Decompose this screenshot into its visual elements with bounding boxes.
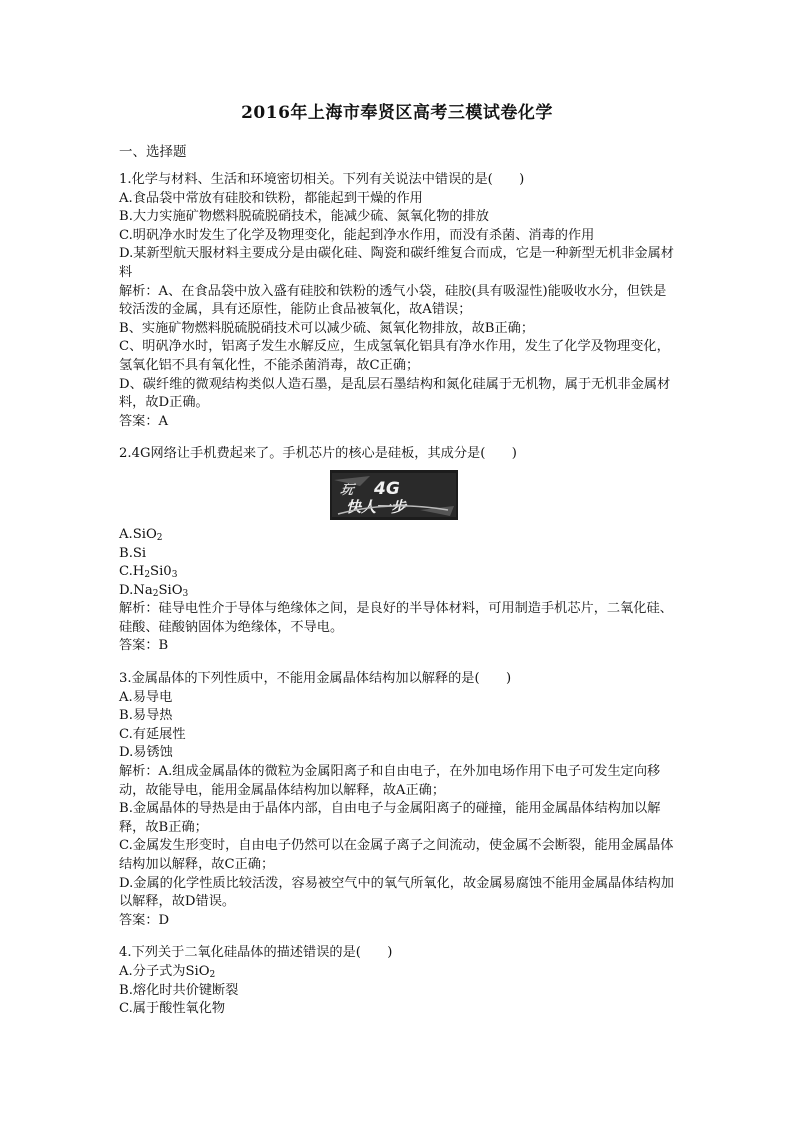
option-b: B.易导热 bbox=[119, 708, 173, 724]
question-2 bbox=[119, 445, 679, 656]
option-d: D.某新型航天服材料主要成分是由碳化硅、陶瓷和碳纤维复合而成，它是一种新型无机非金属材料 bbox=[119, 246, 674, 280]
analysis-paragraph: B.金属晶体的导热是由于晶体内部，自由电子与金属阳离子的碰撞，能用金属晶体结构加以解释，故B正确； bbox=[119, 801, 661, 835]
svg-text:4G: 4G bbox=[374, 478, 400, 499]
svg-text:快人一步: 快人一步 bbox=[346, 497, 407, 516]
question-stem: 1.化学与材料、生活和环境密切相关。下列有关说法中错误的是( ) bbox=[119, 172, 525, 187]
question-stem: 3.金属晶体的下列性质中，不能用金属晶体结构加以解释的是( ) bbox=[119, 671, 512, 687]
section-heading: 一、选择题 bbox=[119, 144, 187, 160]
answer: 答案：D bbox=[119, 912, 170, 928]
option-c: C.有延展性 bbox=[119, 726, 186, 742]
option-a: A.分子式为SiO$_2$ bbox=[119, 963, 216, 980]
option-d: D.易锈蚀 bbox=[119, 745, 173, 761]
analysis-paragraph: 解析：A、在食品袋中放入盛有硅胶和铁粉的透气小袋，硅胶(具有吸湿性)能吸收水分，但铁是较活泼的金属，具有还原性，能防止食品被氧化，故A错误； bbox=[119, 283, 667, 318]
option-a: A.易导电 bbox=[119, 689, 173, 705]
question-stem: 2.4G网络让手机费起来了。手机芯片的核心是硅板，其成分是( ) bbox=[119, 446, 517, 462]
answer: 答案：B bbox=[119, 638, 169, 654]
analysis-paragraph: C、明矾净水时，铝离子发生水解反应，生成氢氧化铝具有净水作用，发生了化学及物理变化，氢氧化铝不具有氧化性，不能杀菌消毒，故C正确； bbox=[119, 339, 670, 373]
option-d: $D.Na_2SiO_3$ bbox=[119, 582, 189, 599]
analysis-paragraph: 解析：硅导电性介于导体与绝缘体之间，是良好的半导体材料，可用制造手机芯片，二氧化硅、硅酸、硅酸钠固体为绝缘体，不导电。 bbox=[119, 601, 673, 635]
question-4 bbox=[119, 944, 679, 1018]
question-3 bbox=[119, 670, 679, 930]
question-stem: 4.下列关于二氧化硅晶体的描述错误的是( ) bbox=[119, 945, 393, 961]
option-c: C.属于酸性氧化物 bbox=[119, 1001, 226, 1017]
answer: 答案：A bbox=[119, 413, 169, 429]
analysis-paragraph: C.金属发生形变时，自由电子仍然可以在金属子离子之间流动，使金属不会断裂，能用金属晶体结构加以解释，故C正确； bbox=[119, 838, 674, 872]
option-b: B.大力实施矿物燃料脱硫脱硝技术，能减少硫、氮氧化物的排放 bbox=[119, 209, 489, 225]
page-title: 2016年上海市奉贤区高考三模试卷化学 bbox=[241, 103, 553, 123]
option-a: A.食品袋中常放有硅胶和铁粉，都能起到干燥的作用 bbox=[119, 190, 423, 206]
option-c: $C.H_2Si0_3$ bbox=[119, 564, 178, 581]
option-b: B.Si bbox=[119, 545, 147, 561]
analysis-paragraph: D.金属的化学性质比较活泼，容易被空气中的氧气所氧化，故金属易腐蚀不能用金属晶体结构加以解释，故D错误。 bbox=[119, 875, 674, 910]
document-body bbox=[119, 171, 679, 1019]
svg-text:玩: 玩 bbox=[339, 482, 355, 498]
analysis-paragraph: D、碳纤维的微观结构类似人造石墨，是乱层石墨结构和氮化硅属于无机物，属于无机非金属材料，故D正确。 bbox=[119, 376, 671, 411]
analysis-paragraph: B、实施矿物燃料脱硫脱硝技术可以减少硫、氮氧化物排放，故B正确； bbox=[119, 320, 535, 336]
option-c: C.明矾净水时发生了化学及物理变化，能起到净水作用，而没有杀菌、消毒的作用 bbox=[119, 227, 595, 243]
question-1 bbox=[119, 171, 679, 431]
option-a: A.SiO$_2$ bbox=[119, 526, 163, 543]
4g-banner-image bbox=[330, 470, 458, 520]
analysis-paragraph: 解析：A.组成金属晶体的微粒为金属阳离子和自由电子，在外加电场作用下电子可发生定向移动，故能导电，能用金属晶体结构加以解释，故A正确； bbox=[119, 764, 661, 798]
option-b: B.熔化时共价键断裂 bbox=[119, 982, 239, 998]
